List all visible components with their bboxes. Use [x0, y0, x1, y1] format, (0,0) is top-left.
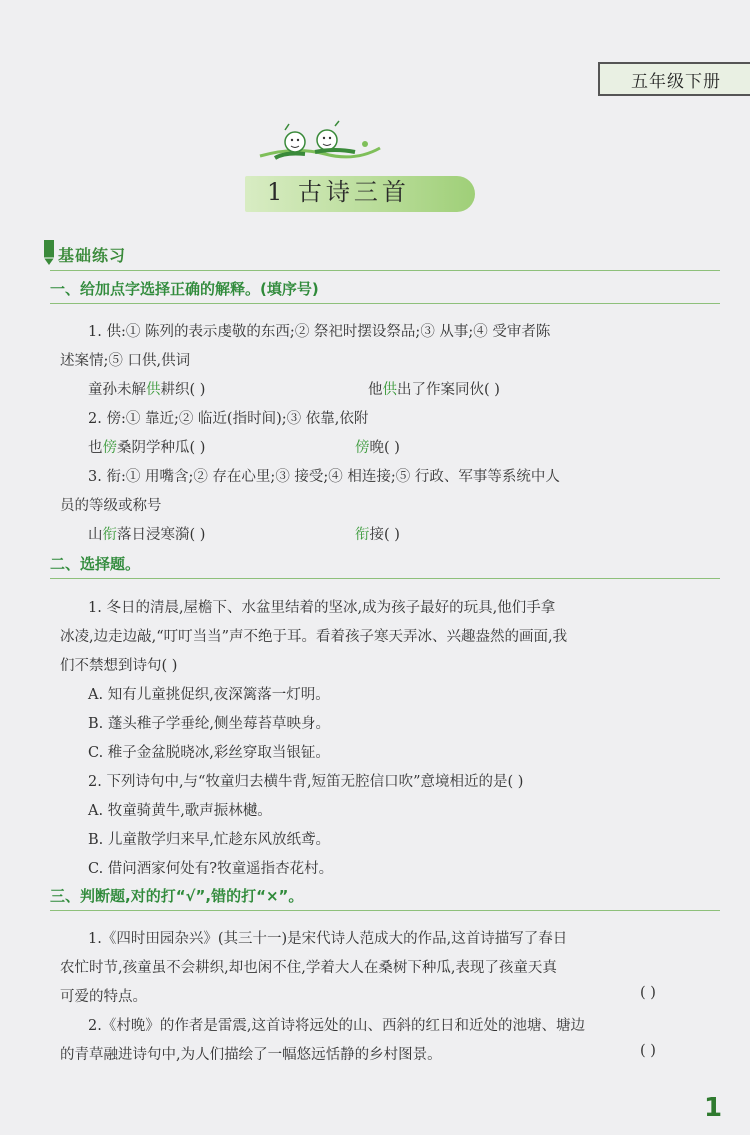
pencil-icon — [40, 236, 58, 266]
q1-item3-example-b: 衔接( ) — [355, 527, 400, 543]
section-heading: 基础练习 — [58, 246, 127, 265]
q1-item3-line2: 员的等级或称号 — [60, 498, 162, 514]
q2-item1-option-a: A. 知有儿童挑促织,夜深篱落一灯明。 — [88, 687, 330, 703]
q3-item2-line1: 2.《村晚》的作者是雷震,这首诗将远处的山、西斜的红日和近处的池塘、塘边 — [88, 1018, 585, 1034]
q1-item2-example-b: 傍晚( ) — [355, 440, 400, 456]
q3-item2-line2: 的青草融进诗句中,为人们描绘了一幅悠远恬静的乡村图景。 — [60, 1047, 442, 1063]
lesson-title: 1 古诗三首 — [267, 178, 410, 206]
q2-item1-line2: 冰凌,边走边敲,“叮叮当当”声不绝于耳。看着孩子寒天弄冰、兴趣盎然的画面,我 — [60, 629, 568, 645]
q1-item1-line2: 述案情;⑤ 口供,供词 — [60, 353, 191, 369]
q1-item3-line1: 3. 衔:① 用嘴含;② 存在心里;③ 接受;④ 相连接;⑤ 行政、军事等系统中人 — [88, 469, 560, 485]
q2-item1-line1: 1. 冬日的清晨,屋檐下、水盆里结着的坚冰,成为孩子最好的玩具,他们手拿 — [88, 600, 556, 616]
lesson-title-block — [245, 170, 505, 220]
q3-item1-answer-paren: ( ) — [640, 985, 656, 1001]
q2-item2-option-b: B. 儿童散学归来早,忙趁东风放纸鸢。 — [88, 832, 330, 848]
q1-divider — [50, 303, 720, 304]
q3-item1-line3: 可爱的特点。 — [60, 989, 147, 1005]
q2-heading: 二、选择题。 — [50, 555, 141, 573]
q3-item1-line2: 农忙时节,孩童虽不会耕织,却也闲不住,学着大人在桑树下种瓜,表现了孩童天真 — [60, 960, 557, 976]
q2-item1-line3: 们不禁想到诗句( ) — [60, 658, 178, 674]
q1-item1-example-b: 他供出了作案同伙( ) — [368, 382, 500, 398]
q2-item2-option-a: A. 牧童骑黄牛,歌声振林樾。 — [88, 803, 272, 819]
q1-item2-line1: 2. 傍:① 靠近;② 临近(指时间);③ 依靠,依附 — [88, 411, 369, 427]
q2-item2-line1: 2. 下列诗句中,与“牧童归去横牛背,短笛无腔信口吹”意境相近的是( ) — [88, 774, 524, 790]
grade-label: 五年级下册 — [598, 62, 750, 96]
q2-divider — [50, 578, 720, 579]
q2-item2-option-c: C. 借问酒家何处有?牧童遥指杏花村。 — [88, 861, 334, 877]
page-number: 1 — [704, 1093, 723, 1123]
q3-item2-answer-paren: ( ) — [640, 1043, 656, 1059]
q2-item1-option-b: B. 蓬头稚子学垂纶,侧坐莓苔草映身。 — [88, 716, 330, 732]
section-divider — [50, 270, 720, 271]
q1-item2-example-a: 也傍桑阴学种瓜( ) — [88, 440, 206, 456]
q1-item1-example-a: 童孙未解供耕织( ) — [88, 382, 206, 398]
q1-item3-example-a: 山衔落日浸寒漪( ) — [88, 527, 206, 543]
q1-item1-line1: 1. 供:① 陈列的表示虔敬的东西;② 祭祀时摆设祭品;③ 从事;④ 受审者陈 — [88, 324, 551, 340]
q1-heading: 一、给加点字选择正确的解释。(填序号) — [50, 280, 319, 298]
q3-item1-line1: 1.《四时田园杂兴》(其三十一)是宋代诗人范成大的作品,这首诗描写了春日 — [88, 931, 568, 947]
q2-item1-option-c: C. 稚子金盆脱晓冰,彩丝穿取当银钲。 — [88, 745, 330, 761]
q3-divider — [50, 910, 720, 911]
q3-heading: 三、判断题,对的打“√”,错的打“×”。 — [50, 887, 304, 905]
children-illustration-icon — [255, 118, 385, 173]
